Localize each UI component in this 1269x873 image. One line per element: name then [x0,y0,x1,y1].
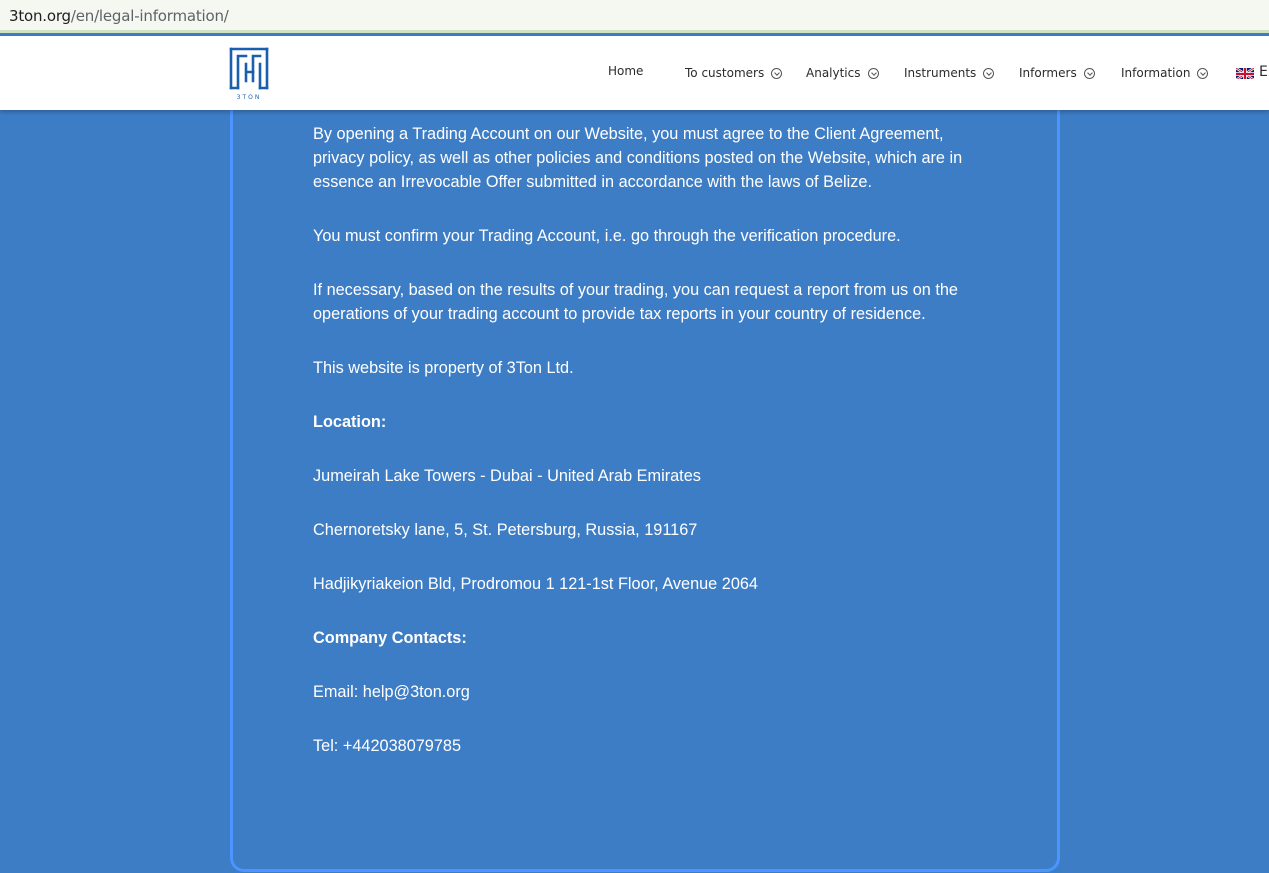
main-navigation [0,66,1269,86]
chevron-down-icon[interactable] [868,68,879,79]
nav-instruments[interactable]: Instruments [904,66,994,80]
url-text[interactable]: 3ton.org/en/legal-information/ [9,7,229,25]
email-line[interactable]: Email: help@3ton.org [313,683,470,701]
language-selector[interactable]: E [1259,64,1268,80]
site-header [0,36,1269,110]
nav-information[interactable]: Information [1121,66,1208,80]
chevron-down-icon[interactable] [1084,68,1095,79]
browser-address-bar[interactable] [0,0,1269,33]
location-st-petersburg: Chernoretsky lane, 5, St. Petersburg, Russia, 191167 [313,521,698,539]
company-contacts-heading: Company Contacts: [313,629,467,647]
chevron-down-icon[interactable] [983,68,994,79]
nav-home[interactable]: Home [608,64,644,78]
tel-line[interactable]: Tel: +442038079785 [313,737,462,755]
chevron-down-icon[interactable] [771,68,782,79]
confirm-paragraph: You must confirm your Trading Account, i.e. go through the verification procedure. [313,227,901,245]
nav-informers[interactable]: Informers [1019,66,1095,80]
property-paragraph: This website is property of 3Ton Ltd. [313,359,574,377]
nav-to-customers[interactable]: To customers [685,66,782,80]
location-avenue: Hadjikyriakeion Bld, Prodromou 1 121-1st Floor, Avenue 2064 [313,575,758,593]
agreement-paragraph: By opening a Trading Account on our Website, you must agree to the Client Agreement, privacy policy, as well as other policies and conditions posted on the Website, which are in essence an Irrevocable Offer submitted in accordance with the laws of Belize. [313,125,963,191]
nav-analytics[interactable]: Analytics [806,66,879,80]
svg-text:3TON: 3TON [236,94,262,101]
location-dubai: Jumeirah Lake Towers - Dubai - United Arab Emirates [313,467,701,485]
location-heading: Location: [313,413,387,431]
report-paragraph: If necessary, based on the results of your trading, you can request a report from us on the operations of your trading account to provide tax reports in your country of residence. [313,281,958,323]
uk-flag-icon[interactable] [1236,67,1254,79]
chevron-down-icon[interactable] [1197,68,1208,79]
